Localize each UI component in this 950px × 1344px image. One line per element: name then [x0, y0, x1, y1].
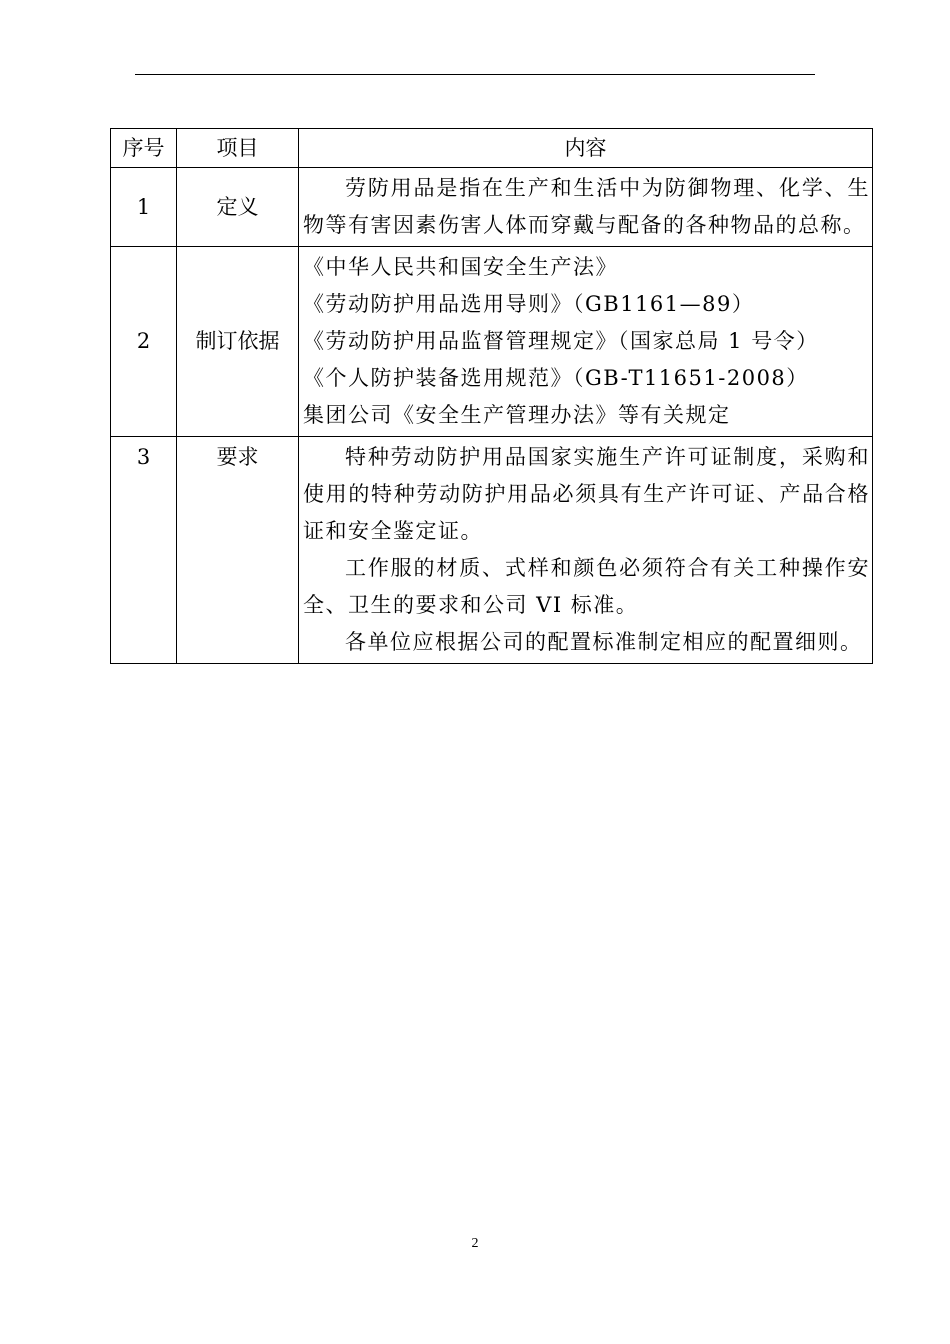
row-content: [299, 437, 873, 664]
basis-line: 《劳动防护用品监督管理规定》（国家总局 1 号令）: [303, 329, 819, 353]
row-number: 1: [111, 168, 177, 247]
row-item: 要求: [177, 437, 299, 664]
basis-line: 《中华人民共和国安全生产法》: [303, 255, 618, 279]
row-content: [299, 168, 873, 247]
row-number: 2: [111, 247, 177, 437]
requirement-paragraph: 特种劳动防护用品国家实施生产许可证制度，采购和使用的特种劳动防护用品必须具有生产许可证、产品合格证和安全鉴定证。: [303, 445, 870, 543]
table-row-requirements: [111, 437, 873, 664]
table-row-definition: [111, 168, 873, 247]
page-number: 2: [471, 1236, 479, 1251]
row-item: 制订依据: [177, 247, 299, 437]
header-item: 项目: [177, 129, 299, 168]
basis-line: 《个人防护装备选用规范》（GB-T11651-2008）: [303, 366, 809, 390]
row-content: [299, 247, 873, 437]
table-header-row: [111, 129, 873, 168]
definition-paragraph: 劳防用品是指在生产和生活中为防御物理、化学、生物等有害因素伤害人体而穿戴与配备的各种物品的总称。: [303, 176, 870, 237]
basis-line: 集团公司《安全生产管理办法》等有关规定: [303, 403, 731, 427]
row-number: 3: [111, 437, 177, 664]
table-row-basis: [111, 247, 873, 437]
basis-line: 《劳动防护用品选用导则》（GB1161—89）: [303, 292, 755, 316]
header-rule: [135, 74, 815, 75]
header-content: 内容: [299, 129, 873, 168]
requirement-paragraph: 工作服的材质、式样和颜色必须符合有关工种操作安全、卫生的要求和公司 VI 标准。: [303, 556, 870, 617]
header-no: 序号: [111, 129, 177, 168]
row-item: 定义: [177, 168, 299, 247]
requirement-paragraph: 各单位应根据公司的配置标准制定相应的配置细则。: [345, 630, 863, 654]
content-table: [110, 128, 873, 664]
